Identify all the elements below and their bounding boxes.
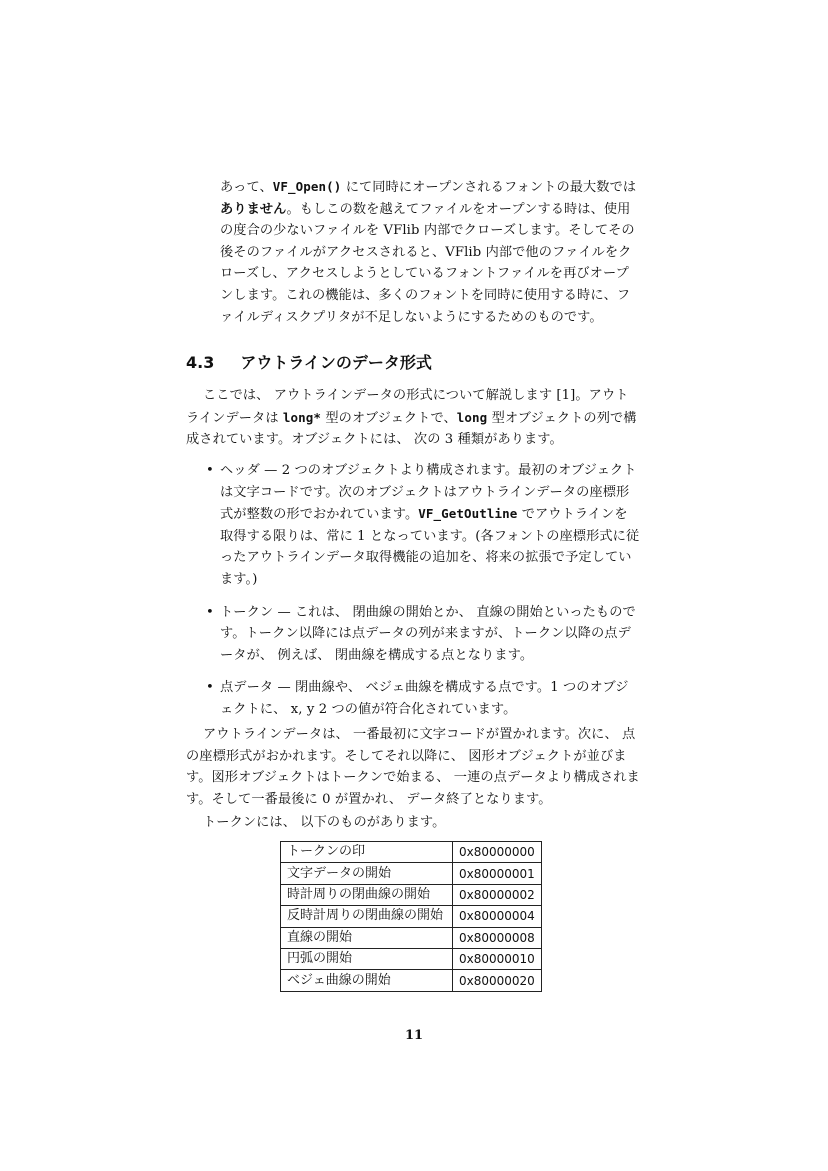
text-span: 。もしこの数を越えてファイルをオープンする時は、使用の度合の少ないファイルを VFlib 内部でクローズします。そしてその後そのファイルがアクセスされると、VFlib 内部で他のファイルをクローズし、アクセスしようとしているフォントファイルを再びオープンします。これの機能は、多くのフォントを同時に使用する時に、ファイルディスクプリタが不足しないようにするためのものです。 — [220, 201, 635, 325]
section-number: 4.3 — [186, 353, 215, 372]
list-item-header — [186, 460, 640, 591]
table-row — [281, 842, 542, 863]
token-value-cell: 0x80000008 — [453, 927, 542, 948]
object-type-list — [186, 460, 640, 732]
list-item-token — [186, 602, 640, 667]
list-item-point-data — [186, 677, 640, 720]
token-name-cell: トークンの印 — [281, 842, 453, 863]
bullet-icon: • — [206, 680, 214, 696]
token-name-cell: 文字データの開始 — [281, 863, 453, 884]
code-span: VF_GetOutline — [418, 506, 518, 522]
table-row — [281, 906, 542, 927]
text-span: にて同時にオープンされるフォントの最大数では — [341, 180, 637, 195]
text-span: 型のオブジェクトで、 — [321, 410, 457, 426]
token-table — [280, 841, 542, 992]
token-value-cell: 0x80000020 — [453, 970, 542, 991]
table-row — [281, 927, 542, 948]
table-row — [281, 970, 542, 991]
token-name-cell: 反時計周りの閉曲線の開始 — [281, 906, 453, 927]
section-heading — [186, 350, 432, 373]
bullet-icon: • — [206, 604, 214, 620]
token-name-cell: 円弧の開始 — [281, 948, 453, 969]
token-name-cell: 時計周りの閉曲線の開始 — [281, 884, 453, 905]
token-value-cell: 0x80000000 — [453, 842, 542, 863]
quote-paragraph — [220, 176, 640, 328]
text-span: 型オブジェクトの列で構成されています。オブジェクトには、 次の 3 種類があります。 — [186, 410, 637, 448]
section-title: アウトラインのデータ形式 — [240, 353, 432, 372]
text-span: ここでは、 アウトラインデータの形式について解説します [1]。アウトラインデータは — [186, 388, 629, 426]
text-span: あって、 — [220, 180, 273, 195]
table-row — [281, 863, 542, 884]
paragraph-token-intro: トークンには、 以下のものがあります。 — [203, 815, 446, 830]
text-span: トークン — これは、 閉曲線の開始とか、 直線の開始といったものです。トークン以降には点データの列が来ますが、トークン以降の点データが、 例えば、 閉曲線を構成する点となります。 — [220, 604, 636, 663]
token-name-cell: ベジェ曲線の開始 — [281, 970, 453, 991]
paragraph-intro — [186, 385, 640, 451]
code-span: long* — [282, 409, 322, 425]
code-span: long — [456, 409, 488, 425]
token-value-cell: 0x80000010 — [453, 948, 542, 969]
token-value-cell: 0x80000001 — [453, 863, 542, 884]
table-row — [281, 948, 542, 969]
bold-span: ありません — [220, 201, 287, 217]
code-span: VF_Open() — [272, 179, 342, 194]
text-span: ヘッダ — 2 つのオブジェクトより構成されます。最初のオブジェクトは文字コードです。次のオブジェクトはアウトラインデータの座標形式が整数の形でおかれています。 — [220, 463, 637, 523]
token-value-cell: 0x80000004 — [453, 906, 542, 927]
table-row — [281, 884, 542, 905]
token-name-cell: 直線の開始 — [281, 927, 453, 948]
token-value-cell: 0x80000002 — [453, 884, 542, 905]
page-number: 11 — [404, 1028, 424, 1043]
text-span: でアウトラインを取得する限りは、常に 1 となっています。(各フォントの座標形式に従ったアウトラインデータ取得機能の追加を、将来の拡張で予定しています。) — [220, 507, 640, 587]
paragraph-outline-description: アウトラインデータは、 一番最初に文字コードが置かれます。次に、 点の座標形式がおかれます。そしてそれ以降に、 図形オブジェクトが並びます。図形オブジェクトはトークンで始まる、 一連の点データより構成されます。そして一番最後に 0 が置かれ、 データ終了となります。 — [186, 727, 640, 807]
bullet-icon: • — [206, 463, 214, 478]
text-span: 点データ — 閉曲線や、 ベジェ曲線を構成する点です。1 つのオブジェクトに、 x, y 2 つの値が符合化されています。 — [220, 680, 629, 717]
